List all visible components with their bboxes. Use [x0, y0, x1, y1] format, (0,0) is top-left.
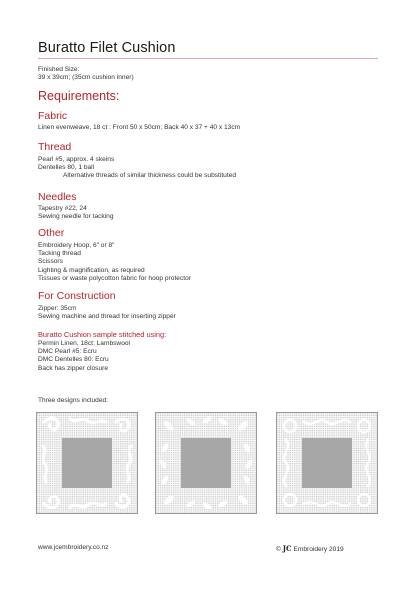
other-line: Lighting & magnification, as required	[38, 266, 145, 274]
thread-note: Alternative threads of similar thickness could be substituted	[63, 172, 236, 180]
needles-section	[38, 205, 114, 221]
design-thumbnail-3	[276, 412, 378, 514]
needles-line: Tapestry #22, 24	[38, 205, 87, 212]
other-line: Tacking thread	[38, 250, 81, 258]
sample-section	[38, 340, 130, 373]
copyright-symbol: ©	[276, 546, 281, 553]
fabric-line: Linen evenweave, 18 ct : Front 50 x 50cm; Back 40 x 37 + 40 x 13cm	[38, 124, 241, 131]
footer-website[interactable]: www.jcembroidery.co.nz	[38, 544, 109, 551]
sample-line: DMC Pearl #5: Ecru	[38, 348, 97, 356]
needles-heading: Needles	[38, 191, 77, 203]
design-thumbnail-1	[36, 412, 138, 514]
other-line: Embroidery Hoop, 6" or 8"	[38, 242, 115, 249]
fabric-section	[38, 124, 240, 132]
thread-section	[38, 156, 236, 181]
finished-size-value: 39 x 39cm; (35cm cushion inner)	[38, 74, 134, 82]
finished-size-label: Finished Size:	[38, 66, 80, 73]
design-thumbnail-2	[155, 412, 257, 514]
thread-line: Pearl #5, approx. 4 skeins	[38, 156, 115, 163]
sample-line: DMC Dentelles 80: Ecru	[38, 356, 109, 364]
footer-copyright	[276, 544, 344, 553]
construction-section	[38, 305, 176, 321]
needles-line: Sewing needle for tacking	[38, 213, 114, 221]
other-line: Tissues or waste polycotton fabric for hoop protector	[38, 274, 191, 282]
finished-size-section	[38, 66, 134, 82]
sample-line: Back has zipper closure	[38, 364, 109, 372]
thread-heading: Thread	[38, 141, 72, 153]
title-divider	[38, 58, 378, 59]
fabric-heading: Fabric	[38, 110, 68, 122]
copyright-text: Embroidery 2019	[293, 546, 344, 553]
page-title: Buratto Filet Cushion	[38, 40, 176, 56]
other-heading: Other	[38, 227, 65, 239]
construction-heading: For Construction	[38, 290, 116, 302]
construction-line: Sewing machine and thread for inserting zipper	[38, 313, 176, 321]
other-section	[38, 242, 191, 283]
construction-line: Zipper: 35cm	[38, 305, 77, 312]
jc-logo: JC	[282, 544, 292, 553]
designs-label: Three designs included:	[38, 397, 109, 404]
sample-line: Permin Linen, 18ct: Lambswool	[38, 340, 130, 347]
sample-heading: Buratto Cushion sample stitched using:	[38, 330, 167, 339]
thread-line: Dentelles 80, 1 ball	[38, 164, 95, 172]
other-line: Scissors	[38, 258, 63, 266]
requirements-heading: Requirements:	[38, 89, 120, 103]
